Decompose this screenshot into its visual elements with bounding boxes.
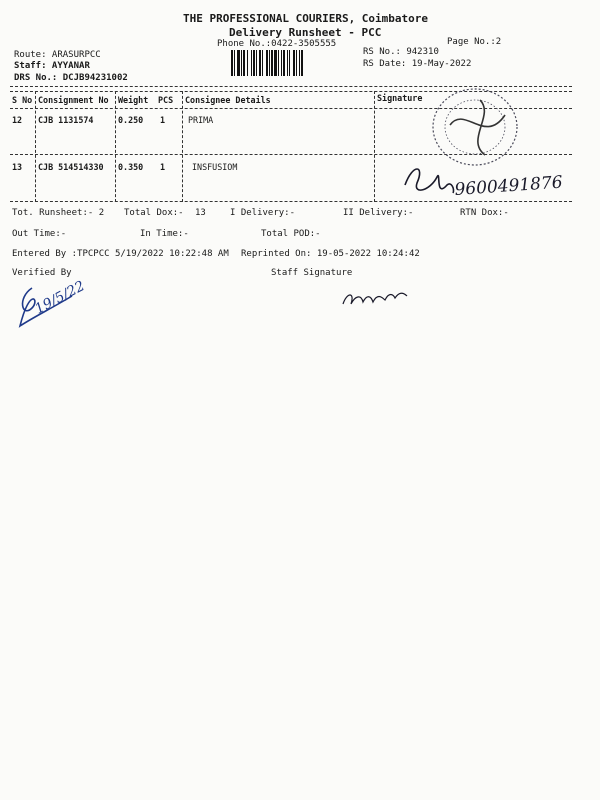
drs-number: DRS No.: DCJB94231002 bbox=[14, 73, 128, 83]
col-header-signature: Signature bbox=[377, 93, 423, 103]
row-weight: 0.250 bbox=[118, 115, 144, 125]
out-time: Out Time:- bbox=[12, 229, 67, 239]
barcode-bar bbox=[303, 50, 304, 76]
staff-label: Staff: AYYANAR bbox=[14, 61, 90, 71]
page-number: Page No.:2 bbox=[447, 37, 502, 47]
verifier-signature bbox=[12, 278, 122, 338]
receiver-signature bbox=[395, 155, 575, 207]
sheet-title: Delivery Runsheet - PCC bbox=[229, 26, 382, 39]
col-header-consignee: Consignee Details bbox=[185, 95, 271, 105]
rs-number: RS No.: 942310 bbox=[363, 47, 439, 57]
staff-signature-label: Staff Signature bbox=[271, 268, 353, 278]
barcode bbox=[231, 50, 361, 76]
verified-date: 19/5/22 bbox=[32, 278, 88, 318]
col-header-sno: S No bbox=[12, 95, 33, 105]
ii-delivery: II Delivery:- bbox=[343, 208, 414, 218]
col-divider bbox=[182, 91, 183, 202]
row-sno: 12 bbox=[12, 115, 23, 125]
row-pcs: 1 bbox=[160, 115, 166, 125]
in-time: In Time:- bbox=[140, 229, 189, 239]
company-name: THE PROFESSIONAL COURIERS, Coimbatore bbox=[183, 12, 429, 25]
phone-number: Phone No.:0422-3505555 bbox=[217, 39, 337, 49]
i-delivery: I Delivery:- bbox=[230, 208, 296, 218]
row-sno: 13 bbox=[12, 162, 23, 172]
col-divider bbox=[115, 91, 116, 202]
row-pcs: 1 bbox=[160, 162, 166, 172]
total-dox-label: Total Dox:- bbox=[124, 208, 184, 218]
col-header-pcs: PCS bbox=[158, 95, 174, 105]
staff-signature bbox=[335, 282, 425, 312]
total-dox-value: 13 bbox=[195, 208, 206, 218]
rtn-dox: RTN Dox:- bbox=[460, 208, 509, 218]
rs-date: RS Date: 19-May-2022 bbox=[363, 59, 472, 69]
entered-by: Entered By :TPCPCC 5/19/2022 10:22:48 AM bbox=[12, 249, 229, 259]
tot-runsheet: Tot. Runsheet:- 2 bbox=[12, 208, 105, 218]
route-label: Route: ARASURPCC bbox=[14, 50, 101, 60]
handwritten-phone: 9600491876 bbox=[453, 172, 564, 200]
row-consignment: CJB 514514330 bbox=[38, 162, 104, 172]
total-pod: Total POD:- bbox=[261, 229, 321, 239]
col-divider bbox=[35, 91, 36, 202]
verified-by-label: Verified By bbox=[12, 268, 72, 278]
row-weight: 0.350 bbox=[118, 162, 144, 172]
col-divider bbox=[374, 91, 375, 202]
row-consignment: CJB 1131574 bbox=[38, 115, 94, 125]
row-consignee: INSFUSIOM bbox=[192, 162, 238, 172]
row-consignee: PRIMA bbox=[188, 115, 214, 125]
reprinted-on: Reprinted On: 19-05-2022 10:24:42 bbox=[241, 249, 420, 259]
col-header-weight: Weight bbox=[118, 95, 149, 105]
col-header-consignment: Consignment No bbox=[38, 95, 109, 105]
